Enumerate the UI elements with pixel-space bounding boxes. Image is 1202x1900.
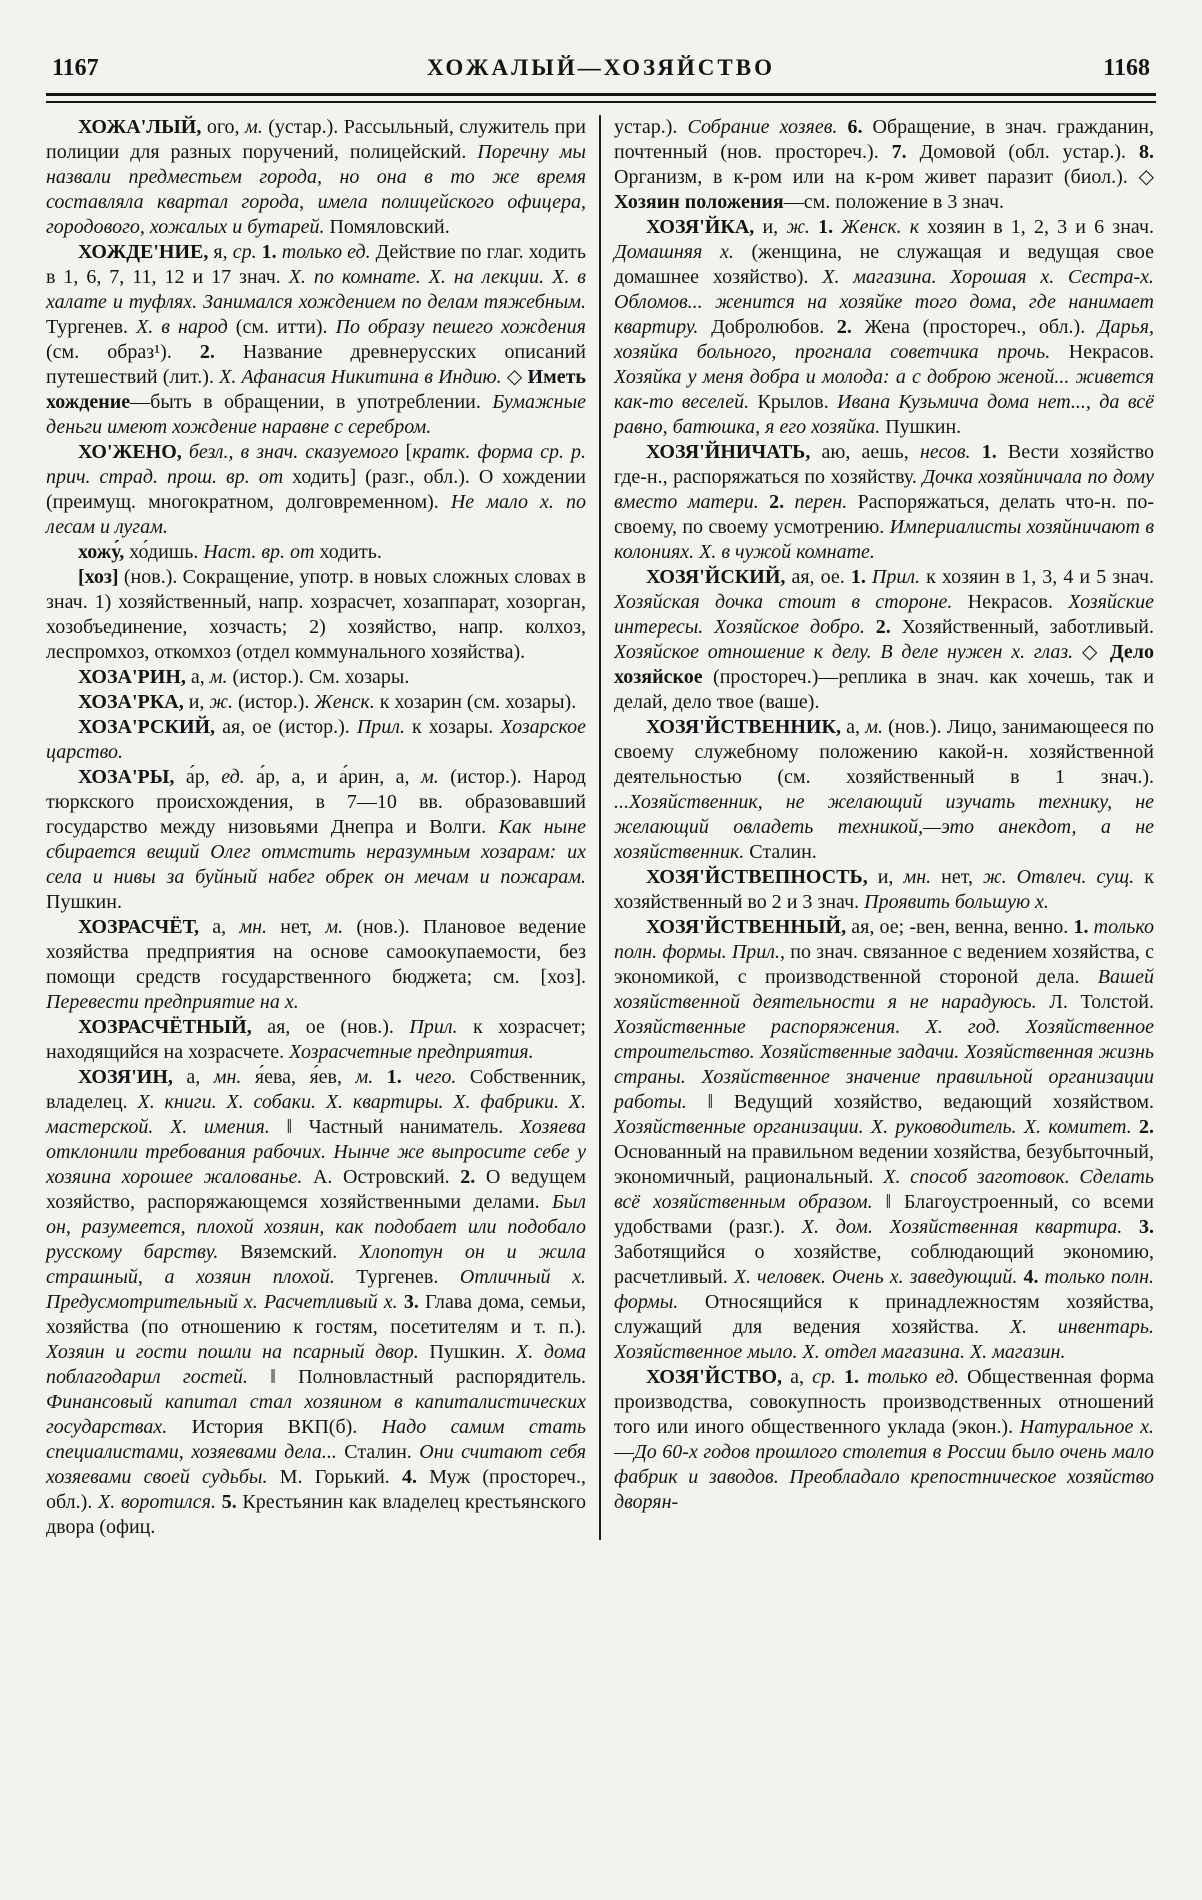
text-run: ‖ Благоустроенный, со всеми удобствами (разг.). <box>614 1191 1154 1238</box>
dictionary-entry <box>46 115 586 240</box>
text-run: Сталин. <box>744 841 817 863</box>
text-run: Надо самим стать специалистами, хозяевами дела... <box>46 1416 586 1463</box>
text-run: и, <box>183 691 210 713</box>
text-run: Натуральное х. <box>1019 1416 1155 1438</box>
text-run: только ед. <box>281 241 371 263</box>
text-run: Хозяйственные распоряжения. Х. год. Хозяйственное строительство. Хозяйственные задачи. Хозяйственная жизнь страны. Хозяйственное значение правильной организации работы. <box>614 1016 1154 1113</box>
text-run <box>1122 1216 1139 1238</box>
text-run: ходить. <box>314 541 382 563</box>
text-run: Действие по глаг. ходить в 1, 6, 7, 11, 12 и 17 знач. <box>46 241 587 288</box>
text-run: мн. <box>239 916 267 938</box>
text-run: Глава дома, семьи, хозяйства (по отношению к гостям, посетителям и т. п.). <box>46 1291 586 1338</box>
dictionary-entry <box>614 915 1154 1365</box>
text-run: Отвлеч. сущ. <box>1016 866 1135 888</box>
text-run: хозяин в 1, 2, 3 и 6 знач. <box>919 216 1155 238</box>
dictionary-entry <box>46 715 586 765</box>
text-run: мн. <box>903 866 932 888</box>
text-run: 1. <box>850 566 866 588</box>
text-run <box>971 441 982 463</box>
text-run: к хозяйственный во 2 и 3 знач. <box>614 866 1155 913</box>
text-run: 2. <box>199 341 215 363</box>
text-run: Пушкин. <box>418 1341 516 1363</box>
text-run: Жена (простореч., обл.). <box>851 316 1098 338</box>
text-run: Хозяин положения <box>614 191 784 213</box>
right-column <box>599 115 1154 1540</box>
text-run: ХОЗРАСЧЁТ, <box>78 916 199 938</box>
text-run <box>810 216 818 238</box>
dictionary-entry-continuation <box>614 115 1154 215</box>
text-run: Иметь хождение <box>46 366 586 413</box>
text-run <box>759 491 769 513</box>
text-run: только полн. формы. Прил., <box>614 916 1154 963</box>
text-run: ср. <box>232 241 257 263</box>
text-run: 2. <box>769 491 785 513</box>
text-run: Хозяева отклонили требования рабочих. Нынче же выпросите себе у хозяина хорошее жалованье. <box>46 1116 586 1188</box>
text-run: 2. <box>460 1166 476 1188</box>
left-column <box>46 115 599 1540</box>
dictionary-entry <box>46 1015 586 1065</box>
text-run: ж. <box>982 866 1007 888</box>
text-run: (женщина, не служащая и ведущая свое домашнее хозяйство). <box>614 241 1154 288</box>
text-run: а, <box>172 1066 214 1088</box>
text-run: 8. <box>1138 141 1154 163</box>
text-run: к хозрасчет; находящийся на хозрасчете. <box>46 1016 586 1063</box>
text-run: Заботящийся о хозяйстве, соблюдающий экономию, расчетливый. <box>614 1241 1154 1288</box>
text-run: Хлопотун он и жила страшный, а хозяин плохой. <box>46 1241 586 1288</box>
text-run: (истор.). <box>233 691 315 713</box>
text-run: м. <box>421 766 439 788</box>
text-run: м. <box>865 716 883 738</box>
text-run: Помяловский. <box>324 216 450 238</box>
text-run: По образу пешего хождения <box>335 316 586 338</box>
text-run: Л. Толстой. <box>1036 991 1154 1013</box>
text-run: О ведущем хозяйство, распоряжающемся хозяйственными делами. <box>46 1166 587 1213</box>
text-run: Хозяйское отношение к делу. В деле нужен х. глаз. <box>614 641 1074 663</box>
text-run: Крылов. <box>749 391 838 413</box>
text-run: (нов.). Плановое ведение хозяйства предприятия на основе самоокупаемости, без помощи средств государственного бюджета; см. [хоз]. <box>46 916 586 988</box>
text-run: 2. <box>1139 1116 1154 1138</box>
text-run: ХО'ЖЕНО, <box>78 441 182 463</box>
text-run: Хозяйственный, заботливый. <box>890 616 1154 638</box>
text-run: Бумажные деньги имеют хождение наравне с серебром. <box>46 391 586 438</box>
text-run: к хозяин в 1, 3, 4 и 5 знач. <box>920 566 1155 588</box>
text-run: 1. <box>261 241 277 263</box>
text-run: только ед. <box>867 1366 960 1388</box>
text-run <box>859 1366 867 1388</box>
text-run: Женск. к <box>841 216 920 238</box>
text-run: Дочка хозяйничала по дому вместо матери. <box>614 466 1155 513</box>
text-run: Прил. <box>871 566 921 588</box>
text-run: ср. <box>812 1366 836 1388</box>
text-run: Как ныне сбирается вещий Олег отмстить неразумным хозарам: их села и нивы за буйный набег обрек он мечам и пожарам. <box>46 816 587 888</box>
text-run: Женск. <box>314 691 375 713</box>
dictionary-entry <box>614 865 1154 915</box>
text-run: Хозяйственные организации. Х. руководитель. Х. комитет. <box>614 1116 1132 1138</box>
text-run: Они считают себя хозяевами своей судьбы. <box>46 1441 586 1488</box>
text-run: Добролюбов. <box>698 316 837 338</box>
text-run: ХОЗЯ'ЙСТВО, <box>646 1366 783 1388</box>
dictionary-entry <box>614 565 1154 715</box>
dictionary-entry <box>46 690 586 715</box>
text-run: 2. <box>875 616 891 638</box>
text-run: я, <box>208 241 233 263</box>
text-run: ХОЗА'РИН, <box>78 666 186 688</box>
text-run: ХОЗА'РСКИЙ, <box>78 716 216 738</box>
text-run: Домашняя х. <box>614 241 734 263</box>
text-run: Х. дом. Хозяйственная квартира. <box>801 1216 1123 1238</box>
text-run: ХОЗЯ'ИН, <box>78 1066 173 1088</box>
text-run: Название древнерусских описаний путешествий (лит.). <box>46 341 586 388</box>
text-run: м. <box>209 666 228 688</box>
text-run: Х. по комнате. Х. на лекции. Х. в халате и туфлях. Занимался хождением по делам тяжебным. <box>46 266 586 313</box>
dictionary-entry <box>614 440 1154 565</box>
text-run: (см. образ¹). <box>46 341 200 363</box>
text-run: Домовой (обл. устар.). <box>906 141 1139 163</box>
text-run: ХОЗЯ'ЙСТВЕПНОСТЬ, <box>646 866 868 888</box>
text-run <box>182 441 189 463</box>
text-run: Прил. <box>409 1016 458 1038</box>
text-run: и, <box>867 866 904 888</box>
text-run: чего. <box>415 1066 457 1088</box>
dictionary-entry <box>46 1065 586 1540</box>
text-run: Х. способ заготовок. Сделать всё хозяйственным образом. <box>614 1166 1155 1213</box>
text-run: нет, <box>267 916 326 938</box>
text-run: Не мало х. по лесам и лугам. <box>46 491 586 538</box>
text-run: [хоз] <box>78 566 119 588</box>
running-header <box>46 56 1156 80</box>
text-run: м. <box>244 116 263 138</box>
text-run: Финансовый капитал стал хозяином в капиталистических государствах. <box>46 1391 586 1438</box>
dictionary-entry <box>46 765 586 915</box>
text-run: только полн. формы. <box>614 1266 1154 1313</box>
text-run: аю, аешь, <box>810 441 920 463</box>
text-run: ая, ое (нов.). <box>251 1016 410 1038</box>
text-run: несов. <box>919 441 971 463</box>
text-run: ая, ое. <box>785 566 851 588</box>
text-run: кратк. форма ср. р. прич. страд. прош. вр. от <box>46 441 586 488</box>
text-run: Ивана Кузьмича дома нет..., да всё равно, батюшка, я его хозяйка. <box>614 391 1155 438</box>
text-run: Х. в народ <box>136 316 228 338</box>
running-title: ХОЖАЛЫЙ—ХОЗЯЙСТВО <box>426 55 775 80</box>
text-run: Некрасов. <box>1050 341 1155 363</box>
text-run: Относящийся к принадлежностям хозяйства, служащий для ведения хозяйства. <box>614 1291 1154 1338</box>
text-run: Хозрасчетные предприятия. <box>289 1041 534 1063</box>
text-run: ХОЗЯ'ЙСТВЕННИК, <box>646 716 841 738</box>
text-run: Сталин. <box>336 1441 420 1463</box>
text-run: Пушкин. <box>46 891 122 913</box>
text-run: Х. книги. Х. собаки. Х. квартиры. Х. фабрики. Х. мастерской. Х. имения. <box>46 1091 586 1138</box>
text-run: Х. Афанасия Никитина в Индию. <box>219 366 502 388</box>
text-run: (устар.). Рассыльный, служитель при полиции для разных поручений, полицейский. <box>46 116 586 163</box>
text-run <box>373 1066 386 1088</box>
text-run: а́р, а, и а́рин, а, <box>244 766 422 788</box>
text-run: 3. <box>403 1291 419 1313</box>
text-run: ходить] (разг., обл.). О хождении (преимущ. многократном, долговременном). <box>46 466 586 513</box>
text-run: ХОЗА'РЫ, <box>78 766 175 788</box>
dictionary-entry <box>46 240 586 440</box>
text-run: 1. <box>386 1066 402 1088</box>
text-run: ХОЗА'РКА, <box>78 691 184 713</box>
text-run: 3. <box>1139 1216 1155 1238</box>
text-run: Х. магазина. Хорошая х. Сестра-х. Обломов... женится на хозяйке того дома, где нанимает квартиру. <box>614 266 1154 338</box>
text-run: ‖ Частный наниматель. <box>269 1116 520 1138</box>
text-run: Хозяйские интересы. Хозяйское добро. <box>614 591 1155 638</box>
text-run: А. Островский. <box>302 1166 461 1188</box>
text-run: ед. <box>221 766 245 788</box>
text-run <box>402 1066 415 1088</box>
text-run: 4. <box>1023 1266 1039 1288</box>
text-run: Хозяин и гости пошли на псарный двор. <box>46 1341 419 1363</box>
text-run: Тургенев. <box>46 316 137 338</box>
text-run: Муж (простореч., обл.). <box>46 1466 586 1513</box>
text-run: —см. положение в 3 знач. <box>783 191 1005 213</box>
text-run: ХОЗЯ'ЙСКИЙ, <box>646 566 786 588</box>
text-run: Некрасов. <box>952 591 1069 613</box>
text-run: ХОЖДЕ'НИЕ, <box>78 241 209 263</box>
text-run: Распоряжаться, делать что-н. по-своему, по своему усмотрению. <box>614 491 1155 538</box>
text-run: хожу́, <box>78 541 125 563</box>
text-run: [ <box>398 441 413 463</box>
text-run: Пушкин. <box>880 416 962 438</box>
text-run: а, <box>840 716 866 738</box>
text-run: и, <box>754 216 787 238</box>
text-run: Организм, в к-ром или на к-ром живет паразит (биол.). ◇ <box>614 166 1154 188</box>
text-run: ж. <box>786 216 810 238</box>
text-run: — <box>614 1441 634 1463</box>
dictionary-entry <box>614 715 1154 865</box>
text-run: —быть в обращении, в употреблении. <box>130 391 493 413</box>
text-run: Собрание хозяев. <box>687 116 838 138</box>
dictionary-entry <box>46 540 586 565</box>
text-run: М. Горький. <box>267 1466 403 1488</box>
text-run: устар.). <box>614 116 688 138</box>
text-run <box>836 1366 844 1388</box>
dictionary-entry <box>614 215 1154 440</box>
text-run <box>865 616 876 638</box>
text-run: безл., в знач. сказуемого <box>188 441 399 463</box>
text-run: 4. <box>402 1466 418 1488</box>
text-run: (нов.). Лицо, занимающееся по своему служебному положению какой-н. хозяйственной деятельностью (см. хозяйственный в 1 знач.). <box>614 716 1154 788</box>
text-run: (истор.). Народ тюркского происхождения, в 7—10 вв. образовавший государство между низовьями Днепра и Волги. <box>46 766 586 838</box>
header-double-rule <box>46 93 1156 103</box>
text-run: м. <box>355 1066 374 1088</box>
text-run: ХОЖА'ЛЫЙ, <box>78 116 202 138</box>
text-run: ХОЗЯ'ЙКА, <box>646 216 755 238</box>
dictionary-entry <box>46 440 586 540</box>
text-run: ая, ое; -вен, венна, венно. <box>846 916 1074 938</box>
text-run: 1. <box>981 441 997 463</box>
text-run: ж. <box>209 691 234 713</box>
text-run: Х. человек. Очень х. заведующий. <box>733 1266 1018 1288</box>
text-run: Собственник, владелец. <box>46 1066 587 1113</box>
text-run: ‖ Полновластный распорядитель. <box>247 1366 586 1388</box>
text-run: мн. <box>213 1066 242 1088</box>
text-run: Прил. <box>356 716 405 738</box>
text-run: Крестьянин как владелец крестьянского двора (офиц. <box>46 1491 587 1538</box>
dictionary-entry <box>614 1365 1154 1515</box>
text-run: ◇ <box>501 366 528 388</box>
text-run: а, <box>185 666 210 688</box>
text-run: ...Хозяйственник, не желающий изучать технику, не желающий овладеть техникой,—это анекдот, а не хозяйственник. <box>614 791 1154 863</box>
text-run: ХОЗЯ'ЙСТВЕННЫЙ, <box>646 916 847 938</box>
text-run: Вести хозяйство где-н., распоряжаться по хозяйству. <box>614 441 1155 488</box>
text-run: 2. <box>836 316 852 338</box>
text-run: Хозяйская дочка стоит в стороне. <box>614 591 953 613</box>
text-run: Х. воротился. <box>98 1491 216 1513</box>
text-run: 5. <box>221 1491 237 1513</box>
text-run: ‖ Ведущий хозяйство, ведающий хозяйством. <box>686 1091 1154 1113</box>
text-run: Х. инвентарь. Хозяйственное мыло. Х. отдел магазина. Х. магазин. <box>614 1316 1154 1363</box>
text-run: Общественная форма производства, совокупность производственных отношений того или иного общественного уклада (экон.). <box>614 1366 1155 1438</box>
text-run: Хозарское царство. <box>46 716 587 763</box>
text-run: Был он, разумеется, плохой хозяин, как подобает или подобало русскому барству. <box>46 1191 586 1263</box>
text-run: (истор.). См. хозары. <box>227 666 410 688</box>
text-run: Дело хозяйское <box>614 641 1155 688</box>
text-run: История ВКП(б). <box>167 1416 382 1438</box>
text-run: а, <box>782 1366 813 1388</box>
text-run: (нов.). Сокращение, употр. в новых сложных словах в знач. 1) хозяйственный, напр. хозрасчет, хозаппарат, хозорган, хозобъединение, хозчасть; 2) хозяйство, напр. колхоз, леспромхоз, откомхоз (отдел коммунального хозяйства). <box>46 566 586 663</box>
text-run <box>1132 1116 1139 1138</box>
text-run: Империалисты хозяйничают в колониях. Х. в чужой комнате. <box>614 516 1155 563</box>
text-run: Хозяйка у меня добра и молода: а с доброю женой... живется как-то веселей. <box>614 366 1154 413</box>
page-number-right: 1168 <box>1103 55 1150 81</box>
text-run: ого, <box>201 116 245 138</box>
text-run: Х. дома поблагодарил гостей. <box>46 1341 586 1388</box>
text-run <box>1007 866 1017 888</box>
text-run: Отличный х. Предусмотрительный х. Расчетливый х. <box>46 1266 586 1313</box>
text-run: а́р, <box>174 766 222 788</box>
text-run: ◇ <box>1073 641 1110 663</box>
text-run: Проявить большую х. <box>864 891 1049 913</box>
text-run <box>837 116 847 138</box>
text-run: (простореч.)—реплика в знач. как хочешь, так и делай, дело твое (ваше). <box>614 666 1154 713</box>
text-run: Поречну мы назвали предместьем города, но она в то же время составляла квартал города, имела полицейского офицера, городового, хожалых и бутарей. <box>46 141 586 238</box>
text-run: Наст. вр. от <box>203 541 315 563</box>
text-columns <box>46 115 1156 1540</box>
text-run: к хозары. <box>405 716 501 738</box>
text-run: ХОЗЯ'ЙНИЧАТЬ, <box>646 441 811 463</box>
text-run: хо́дишь. <box>124 541 204 563</box>
dictionary-entry <box>46 665 586 690</box>
text-run: 7. <box>891 141 907 163</box>
text-run: Вяземский. <box>218 1241 360 1263</box>
text-run: Перевести предприятие на х. <box>46 991 299 1013</box>
text-run: перен. <box>794 491 848 513</box>
text-run: 1. <box>818 216 834 238</box>
text-run <box>784 491 794 513</box>
text-run: по знач. связанное с ведением хозяйства, с экономикой, с производственной стороной дела. <box>614 941 1154 988</box>
text-run: м. <box>325 916 344 938</box>
text-run: 6. <box>847 116 863 138</box>
text-run: 1. <box>1073 916 1089 938</box>
text-run: ХОЗРАСЧЁТНЫЙ, <box>78 1016 252 1038</box>
text-run: Тургенев. <box>334 1266 460 1288</box>
dictionary-entry <box>46 565 586 665</box>
text-run: (см. итти). <box>227 316 336 338</box>
text-run: я́ева, я́ев, <box>241 1066 356 1088</box>
text-run: а, <box>198 916 240 938</box>
page-number-left: 1167 <box>52 55 99 81</box>
text-run: Обращение, в знач. гражданин, почтенный (нов. простореч.). <box>614 116 1154 163</box>
dictionary-entry <box>46 915 586 1015</box>
text-run: 1. <box>844 1366 860 1388</box>
text-run: нет, <box>931 866 983 888</box>
text-run: ая, ое (истор.). <box>215 716 357 738</box>
text-run: Вашей хозяйственной деятельности я не нарадуюсь. <box>614 966 1154 1013</box>
text-run: к хозарин (см. хозары). <box>374 691 577 713</box>
text-run: Основанный на правильном ведении хозяйства, безубыточный, экономичный, рациональный. <box>614 1141 1154 1188</box>
text-run: До 60-х годов прошлого столетия в России было очень мало фабрик и заводов. Преобладало крепостническое хозяйство дворян- <box>614 1441 1154 1513</box>
text-run: Дарья, хозяйка больного, прогнала советчика прочь. <box>614 316 1154 363</box>
